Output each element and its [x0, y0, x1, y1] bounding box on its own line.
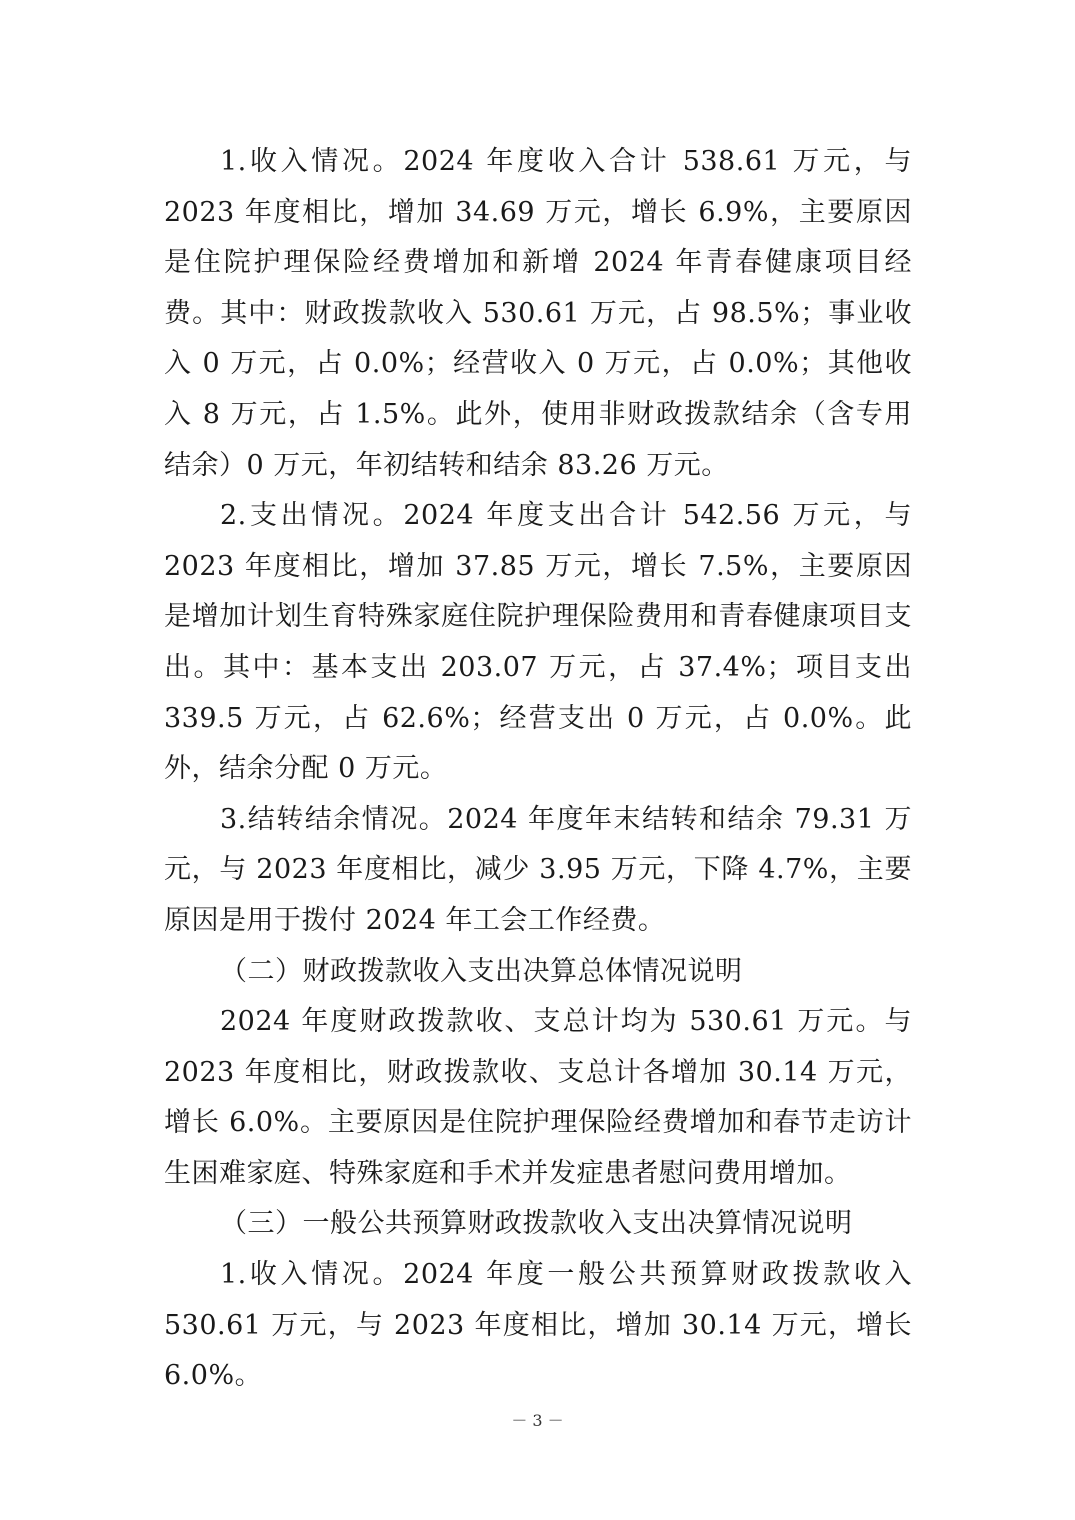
fiscal-appropriation-paragraph: 2024 年度财政拨款收、支总计均为 530.61 万元。与 2023 年度相比，财政拨款收、支总计各增加 30.14 万元，增长 6.0%。主要原因是住院护理保险经费增加和春节走访计生困难家庭、特殊家庭和手术并发症患者慰问费用增加。: [164, 1006, 912, 1189]
general-budget-income-paragraph: 1.收入情况。2024 年度一般公共预算财政拨款收入 530.61 万元，与 2023 年度相比，增加 30.14 万元，增长 6.0%。: [164, 1259, 912, 1392]
section-heading-3: （三）一般公共预算财政拨款收入支出决算情况说明: [220, 1208, 853, 1240]
income-paragraph: 1.收入情况。2024 年度收入合计 538.61 万元，与 2023 年度相比，增加 34.69 万元，增长 6.9%，主要原因是住院护理保险经费增加和新增 2024 年青春健康项目经费。其中：财政拨款收入 530.61 万元，占 98.5%；事业收入 0 万元，占 0.0%；经营收入 0 万元，占 0.0%；其他收入 8 万元，占 1.5%。此外，使用非财政拨款结余（含专用结余）0 万元，年初结转和结余 83.26 万元。: [164, 146, 912, 481]
page-number: － 3 －: [511, 1411, 564, 1430]
section-heading-2: （二）财政拨款收入支出决算总体情况说明: [220, 955, 743, 987]
carryover-paragraph: 3.结转结余情况。2024 年度年末结转和结余 79.31 万元，与 2023 年度相比，减少 3.95 万元，下降 4.7%，主要原因是用于拨付 2024 年工会工作经费。: [164, 803, 912, 936]
expenditure-paragraph: 2.支出情况。2024 年度支出合计 542.56 万元，与 2023 年度相比，增加 37.85 万元，增长 7.5%，主要原因是增加计划生育特殊家庭住院护理保险费用和青春健康项目支出。其中：基本支出 203.07 万元，占 37.4%；项目支出 339.5 万元，占 62.6%；经营支出 0 万元，占 0.0%。此外，结余分配 0 万元。: [164, 500, 912, 785]
document-body: [164, 137, 912, 1402]
